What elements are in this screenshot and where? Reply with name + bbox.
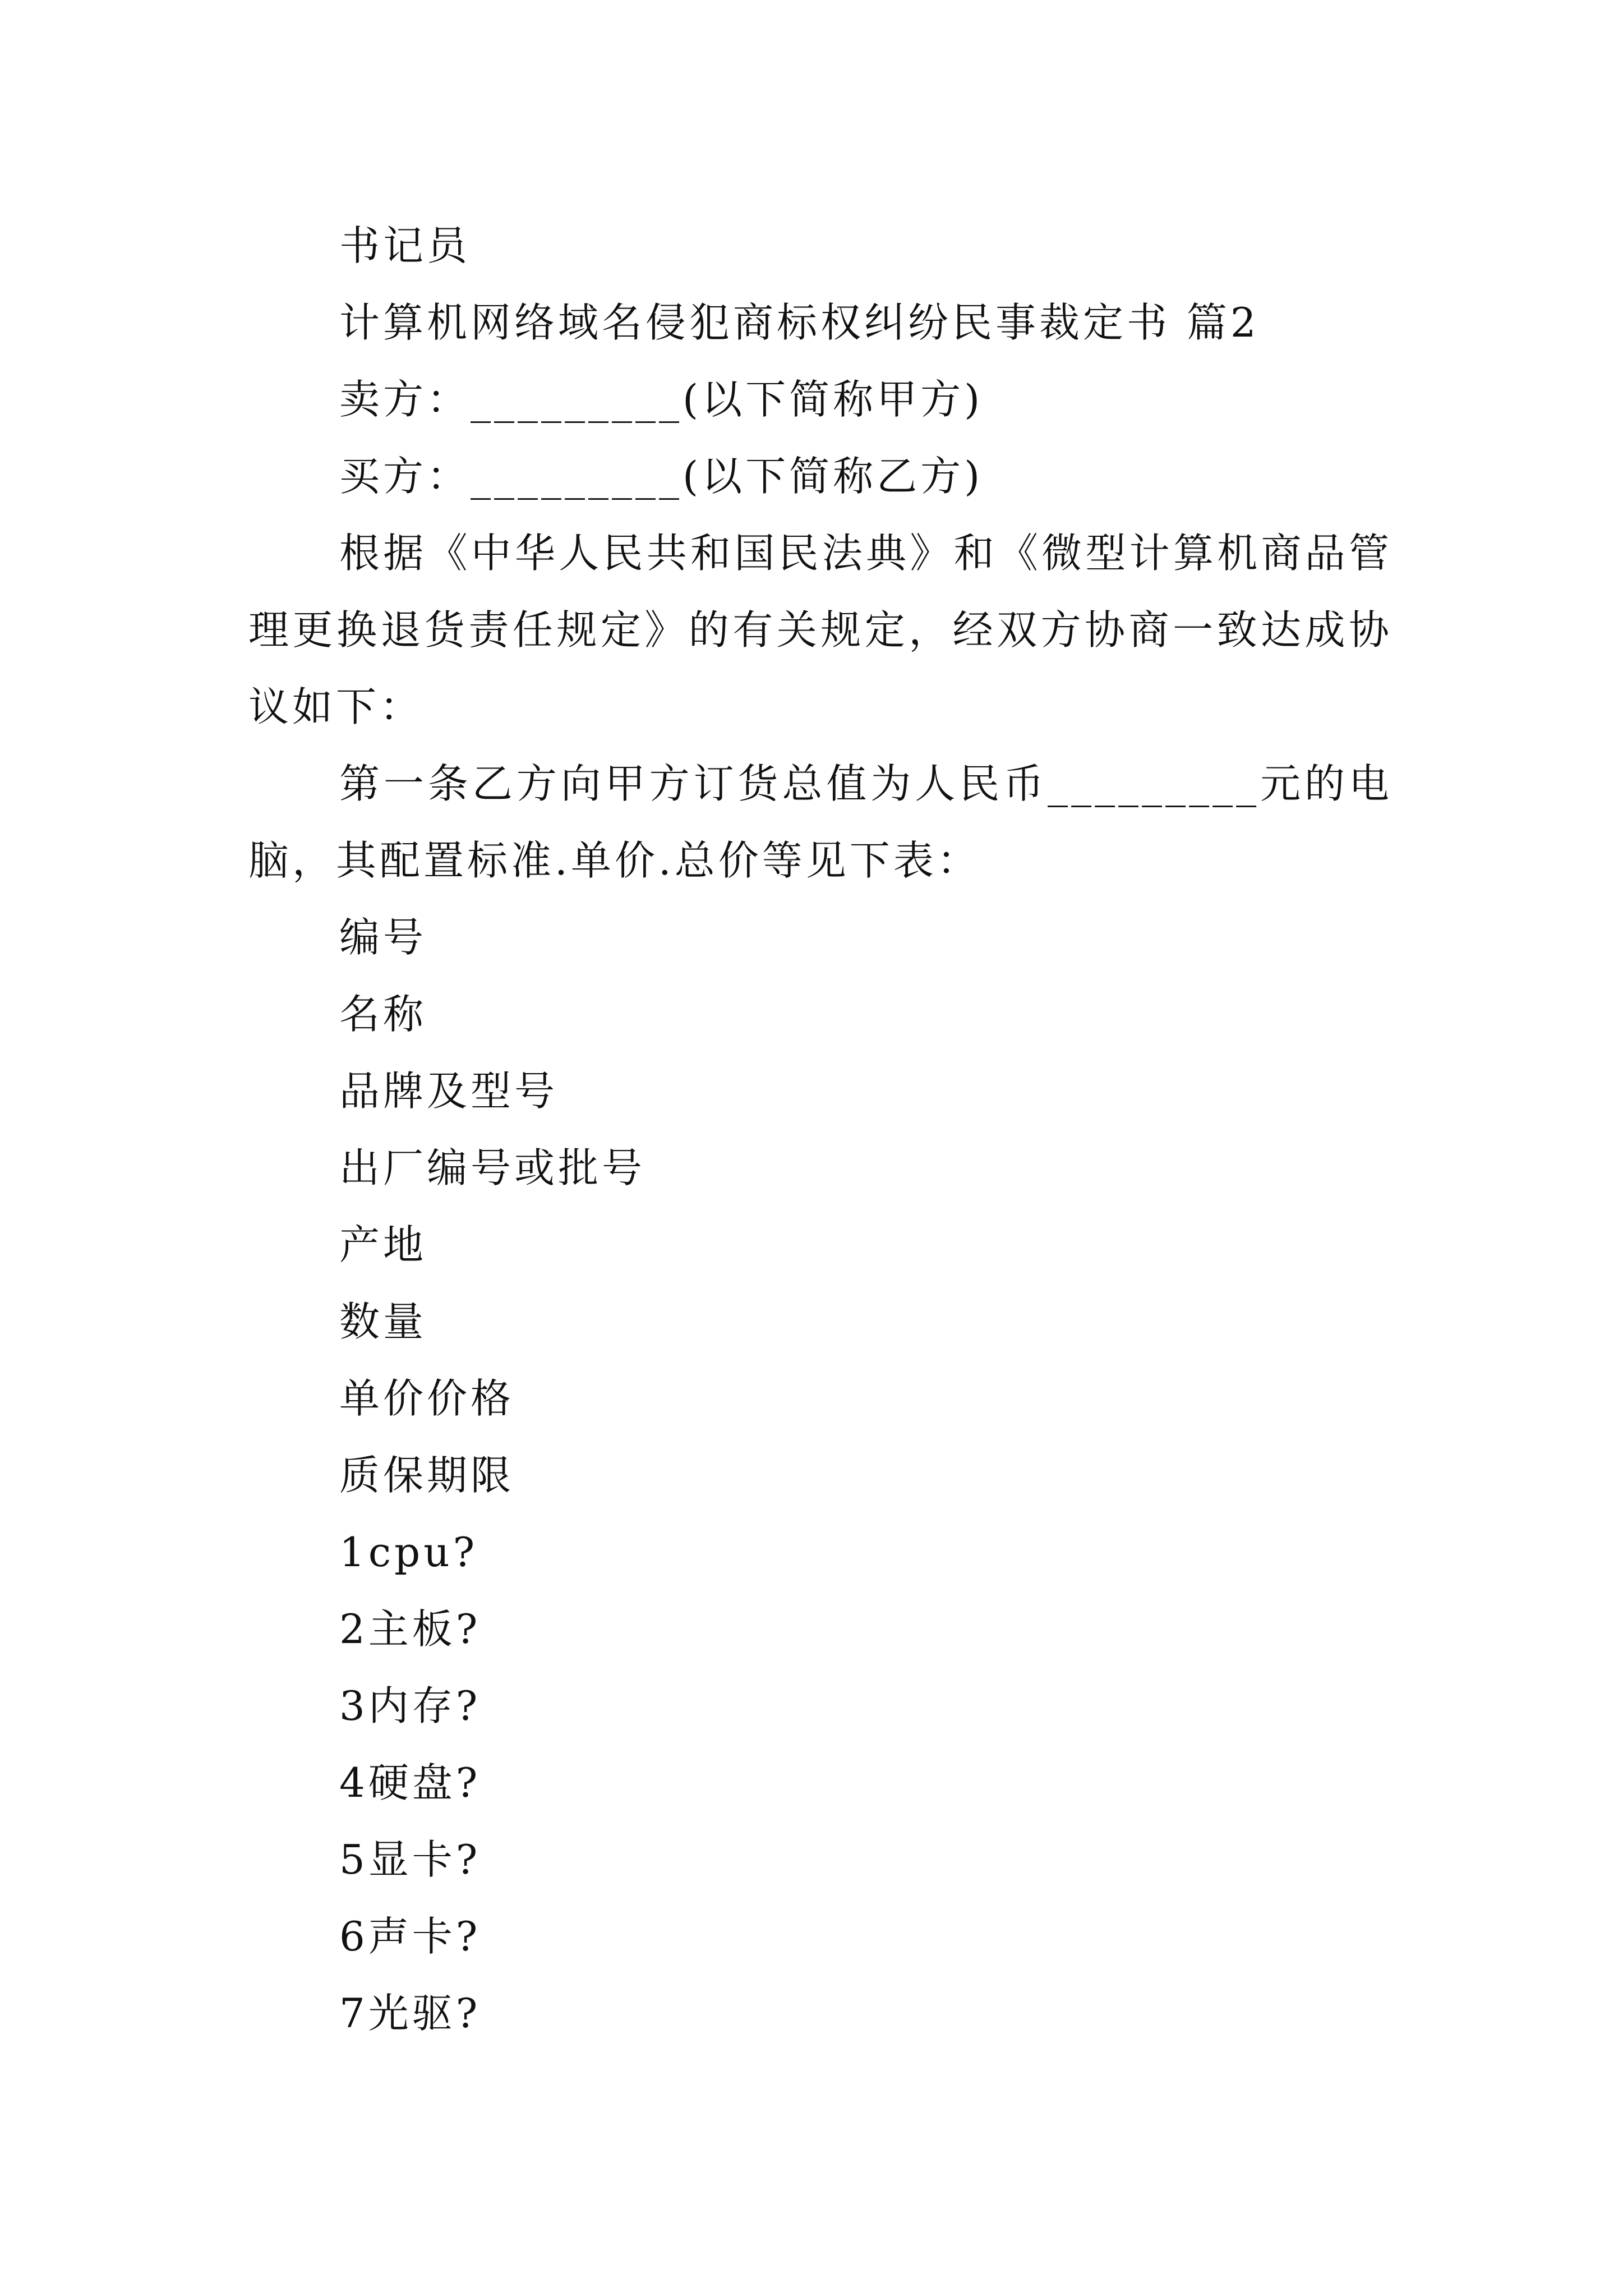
list-item-sound-card: 6声卡? (339, 1913, 481, 1960)
list-item-motherboard: 2主板? (339, 1605, 481, 1653)
document-body (248, 208, 1393, 2052)
paragraph-seller: 卖方：_________(以下简称甲方) (339, 376, 984, 423)
list-item-memory: 3内存? (339, 1682, 481, 1729)
table-header-unit-price: 单价价格 (339, 1375, 515, 1422)
paragraph-basis: 根据《中华人民共和国民法典》和《微型计算机商品管理更换退货责任规定》的有关规定，经双方协商一致达成协议如下： (248, 530, 1393, 730)
list-item-graphics-card: 5显卡? (339, 1836, 481, 1883)
paragraph-title: 计算机网络域名侵犯商标权纠纷民事裁定书 篇2 (339, 299, 1260, 346)
list-item-cpu: 1cpu? (339, 1529, 478, 1576)
table-header-number: 编号 (339, 914, 427, 961)
paragraph-clerk: 书记员 (339, 222, 471, 269)
list-item-hard-disk: 4硬盘? (339, 1759, 481, 1806)
table-header-warranty: 质保期限 (339, 1452, 515, 1499)
table-header-origin: 产地 (339, 1221, 427, 1268)
list-item-optical-drive: 7光驱? (339, 1990, 481, 2037)
paragraph-article-1: 第一条乙方向甲方订货总值为人民币_________元的电脑，其配置标准.单价.总价等见下表： (248, 760, 1393, 884)
paragraph-buyer: 买方：_________(以下简称乙方) (339, 453, 984, 500)
table-header-quantity: 数量 (339, 1298, 427, 1345)
table-header-name: 名称 (339, 991, 427, 1038)
table-header-brand-model: 品牌及型号 (339, 1068, 559, 1115)
table-header-serial: 出厂编号或批号 (339, 1144, 646, 1191)
